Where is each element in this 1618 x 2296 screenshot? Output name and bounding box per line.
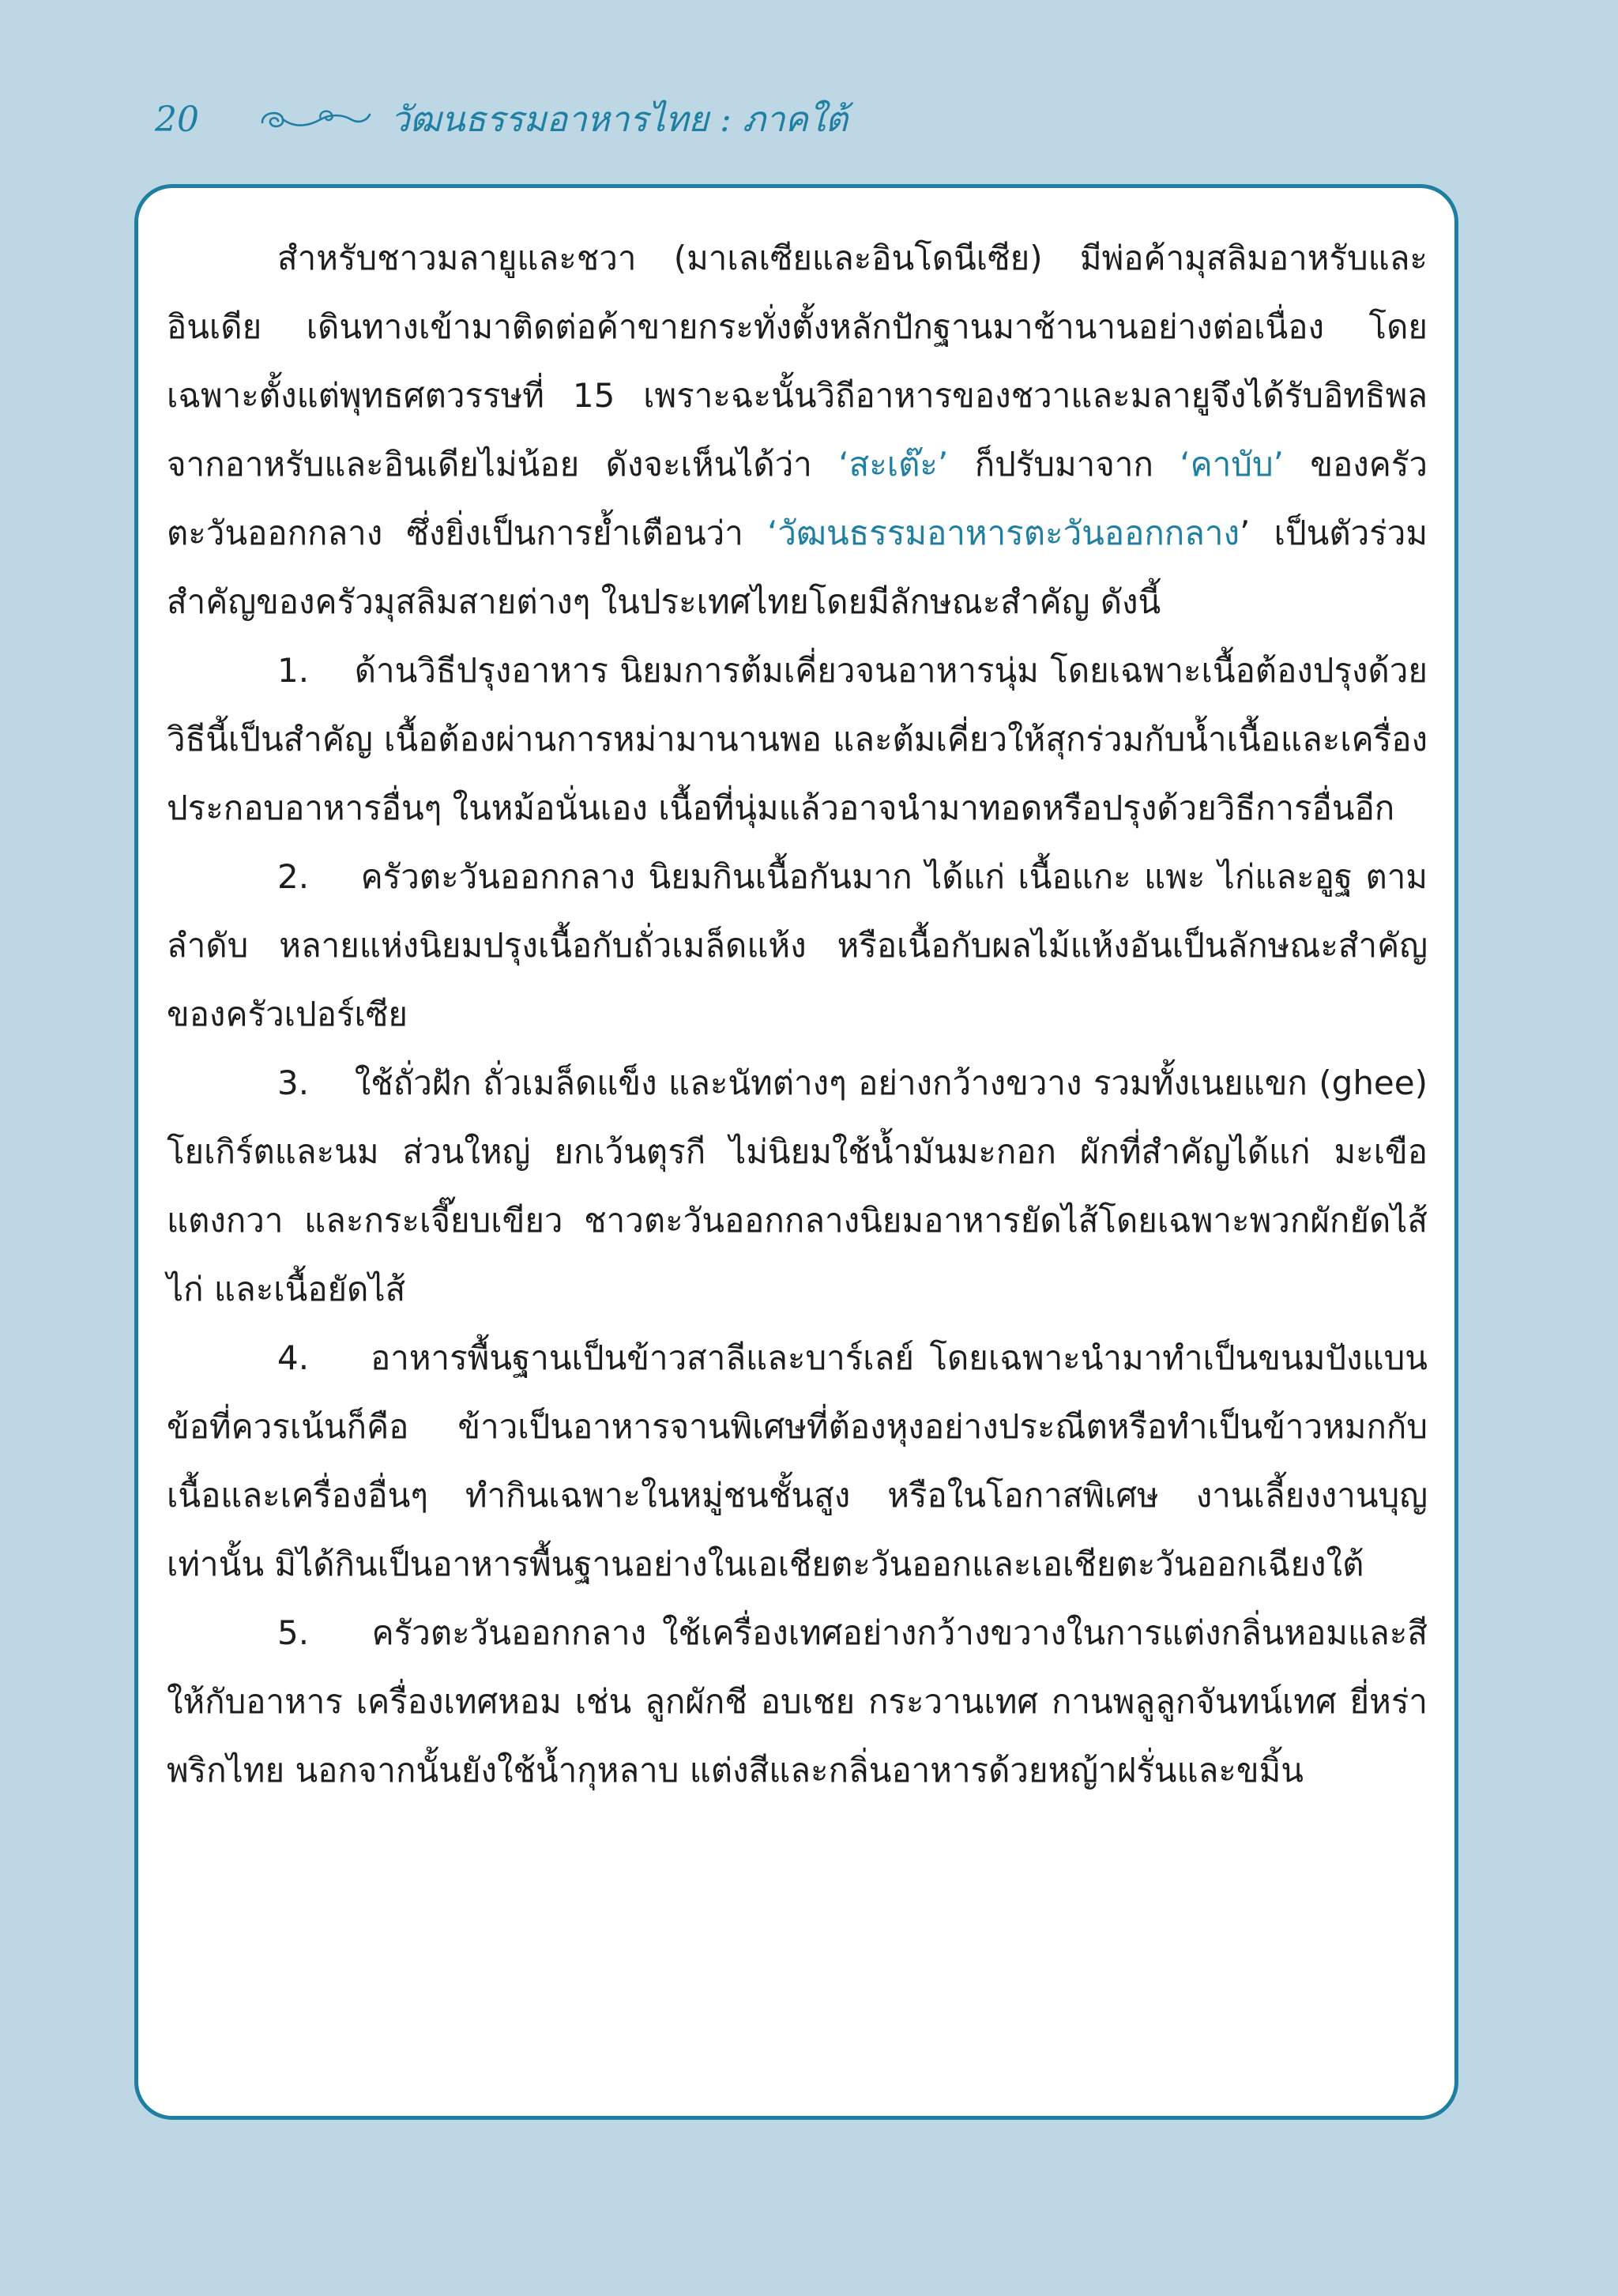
item-number: 3.	[277, 1063, 310, 1102]
item-text: ด้านวิธีปรุงอาหาร นิยมการต้มเคี่ยวจนอาหารนุ่ม โดยเฉพาะเนื้อต้องปรุงด้วยวิธีนี้เป็นสำคัญ เนื้อต้องผ่านการหม่ามานานพอ และต้มเคี่ยวให้สุกร่วมกับน้ำเนื้อและเครื่องประกอบอาหารอื่นๆ ในหม้อนั่นเอง เนื้อที่นุ่มแล้วอาจนำมาทอดหรือปรุงด้วยวิธีการอื่นอีก	[167, 651, 1428, 827]
page-header	[155, 92, 848, 147]
intro-paragraph	[167, 224, 1428, 636]
item-number: 2.	[277, 857, 310, 896]
content-box	[134, 184, 1458, 2120]
intro-text-part4: ’ เป็นตัวร่วมสำคัญของครัวมุสลิมสายต่างๆ ในประเทศไทยโดยมีลักษณะสำคัญ ดังนี้	[167, 514, 1428, 621]
list-item	[167, 842, 1428, 1048]
list-item	[167, 636, 1428, 842]
list-item	[167, 1048, 1428, 1323]
term-middle-east-food-culture: ‘วัฒนธรรมอาหารตะวันออกกลาง	[767, 514, 1240, 552]
item-text: ครัวตะวันออกกลาง นิยมกินเนื้อกันมาก ได้แก่ เนื้อแกะ แพะ ไก่และอูฐ ตามลำดับ หลายแห่งนิยมปรุงเนื้อกับถั่วเมล็ดแห้ง หรือเนื้อกับผลไม้แห้งอันเป็นลักษณะสำคัญของครัวเปอร์เซีย	[167, 857, 1428, 1033]
item-text: อาหารพื้นฐานเป็นข้าวสาลีและบาร์เลย์ โดยเฉพาะนำมาทำเป็นขนมปังแบน ข้อที่ควรเน้นก็คือ ข้าวเป็นอาหารจานพิเศษที่ต้องหุงอย่างประณีตหรือทำเป็นข้าวหมกกับเนื้อและเครื่องอื่นๆ ทำกินเฉพาะในหมู่ชนชั้นสูง หรือในโอกาสพิเศษ งานเลี้ยงงานบุญเท่านั้น มิได้กินเป็นอาหารพื้นฐานอย่างในเอเชียตะวันออกและเอเชียตะวันออกเฉียงใต้	[167, 1338, 1428, 1583]
intro-text-part3: ของครัวตะวันออกกลาง ซึ่งยิ่งเป็นการย้ำเตือนว่า	[167, 445, 1428, 552]
item-number: 4.	[277, 1338, 310, 1377]
body-text	[167, 224, 1428, 1805]
item-number: 1.	[277, 651, 310, 690]
item-text: ครัวตะวันออกกลาง ใช้เครื่องเทศอย่างกว้างขวางในการแต่งกลิ่นหอมและสีให้กับอาหาร เครื่องเทศหอม เช่น ลูกผักชี อบเชย กระวานเทศ กานพลูลูกจันทน์เทศ ยี่หร่า พริกไทย นอกจากนั้นยังใช้น้ำกุหลาบ แต่งสีและกลิ่นอาหารด้วยหญ้าฝรั่นและขมิ้น	[167, 1613, 1428, 1790]
list-item	[167, 1598, 1428, 1805]
list-item	[167, 1323, 1428, 1598]
running-title: วัฒนธรรมอาหารไทย : ภาคใต้	[390, 100, 849, 140]
page-number: 20	[155, 99, 199, 140]
term-kebab: ‘คาบับ’	[1180, 445, 1284, 484]
intro-text-part1: สำหรับชาวมลายูและชวา (มาเลเซียและอินโดนีเซีย) มีพ่อค้ามุสลิมอาหรับและอินเดีย เดินทางเข้ามาติดต่อค้าขายกระทั่งตั้งหลักปักฐานมาช้านานอย่างต่อเนื่อง โดยเฉพาะตั้งแต่พุทธศตวรรษที่ 15 เพราะฉะนั้นวิถีอาหารของชวาและมลายูจึงได้รับอิทธิพลจากอาหรับและอินเดียไม่น้อย ดังจะเห็นได้ว่า	[167, 239, 1428, 484]
flourish-ornament-icon	[254, 102, 373, 137]
item-text: ใช้ถั่วฝัก ถั่วเมล็ดแข็ง และนัทต่างๆ อย่างกว้างขวาง รวมทั้งเนยแขก (ghee) โยเกิร์ตและนม ส่วนใหญ่ ยกเว้นตุรกี ไม่นิยมใช้น้ำมันมะกอก ผักที่สำคัญได้แก่ มะเขือ แตงกวา และกระเจี๊ยบเขียว ชาวตะวันออกกลางนิยมอาหารยัดไส้โดยเฉพาะพวกผักยัดไส้ ไก่ และเนื้อยัดไส้	[167, 1063, 1428, 1308]
intro-text-part2: ก็ปรับมาจาก	[948, 445, 1180, 484]
item-number: 5.	[277, 1613, 310, 1652]
term-satay: ‘สะเต๊ะ’	[838, 445, 949, 484]
